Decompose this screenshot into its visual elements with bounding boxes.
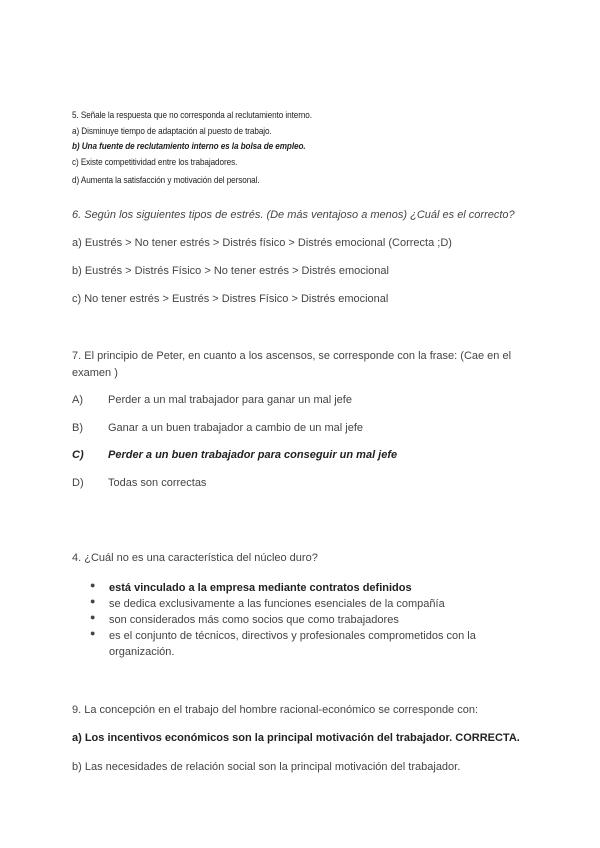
q5-option-c: c) Existe competitividad entre los trabajadores. <box>72 157 238 168</box>
q7-option-d-letter: D) <box>72 477 84 489</box>
q4-item-text: está vinculado a la empresa mediante contratos definidos <box>109 582 412 594</box>
q6-option-b: b) Eustrés > Distrés Físico > No tener estrés > Distrés emocional <box>72 265 389 277</box>
q5-option-d: d) Aumenta la satisfacción y motivación del personal. <box>72 175 260 186</box>
q7-option-a-text: Perder a un mal trabajador para ganar un mal jefe <box>108 394 352 406</box>
q7-option-c-letter: C) <box>72 449 84 461</box>
q5-option-a: a) Disminuye tiempo de adaptación al puesto de trabajo. <box>72 126 272 137</box>
q7-option-d-text: Todas son correctas <box>108 477 207 489</box>
q9-option-b: b) Las necesidades de relación social son la principal motivación del trabajador. <box>72 761 461 773</box>
q4-item-text: es el conjunto de técnicos, directivos y profesionales comprometidos con la organización. <box>109 630 476 658</box>
q4-item-text: se dedica exclusivamente a las funciones esenciales de la compañía <box>109 598 445 610</box>
q7-option-b-letter: B) <box>72 422 83 434</box>
bullet-icon: ● <box>90 612 96 622</box>
q4-item-text: son considerados más como socios que como trabajadores <box>109 614 399 626</box>
q9-question: 9. La concepción en el trabajo del hombre racional-económico se corresponde con: <box>72 704 479 716</box>
q9-option-a: a) Los incentivos económicos son la principal motivación del trabajador. CORRECTA. <box>72 732 520 744</box>
q6-option-a: a) Eustrés > No tener estrés > Distrés físico > Distrés emocional (Correcta ;D) <box>72 237 452 249</box>
q7-option-a-letter: A) <box>72 394 83 406</box>
q5-option-b: b) Una fuente de reclutamiento interno es la bolsa de empleo. <box>72 141 306 152</box>
q5-question: 5. Señale la respuesta que no corresponda al reclutamiento interno. <box>72 110 312 121</box>
q7-option-c-text: Perder a un buen trabajador para conseguir un mal jefe <box>108 449 398 461</box>
q7-option-b-text: Ganar a un buen trabajador a cambio de un mal jefe <box>108 422 363 434</box>
q7-question: 7. El principio de Peter, en cuanto a los ascensos, se corresponde con la frase: (Cae en el examen ) <box>72 350 512 379</box>
bullet-icon: ● <box>90 628 96 638</box>
q6-question: 6. Según los siguientes tipos de estrés. (De más ventajoso a menos) ¿Cuál es el correcto? <box>72 209 515 221</box>
bullet-icon: ● <box>90 580 96 590</box>
q6-option-c: c) No tener estrés > Eustrés > Distres Físico > Distrés emocional <box>72 293 389 305</box>
bullet-icon: ● <box>90 596 96 606</box>
q4-question: 4. ¿Cuál no es una característica del núcleo duro? <box>72 552 318 564</box>
